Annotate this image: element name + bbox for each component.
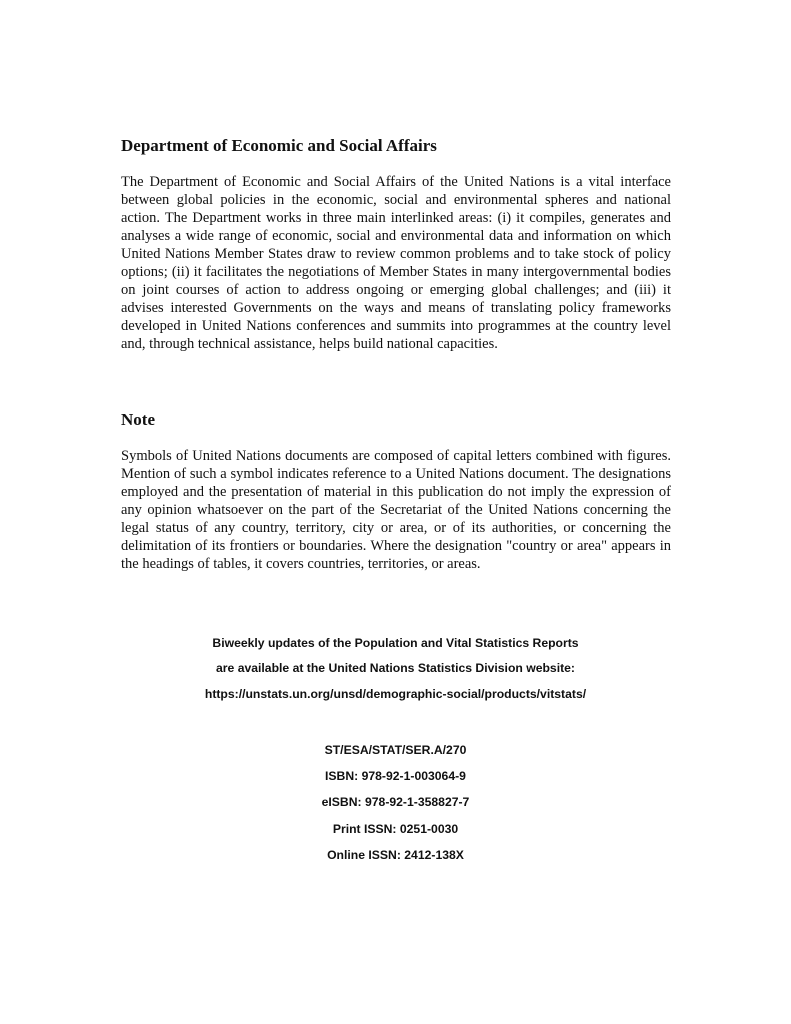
print-issn: Print ISSN: 0251-0030 xyxy=(332,822,459,836)
online-issn: Online ISSN: 2412-138X xyxy=(327,848,464,862)
desa-heading: Department of Economic and Social Affairs xyxy=(121,136,437,155)
desa-paragraph: The Department of Economic and Social Affairs of the United Nations is a vital interface between global policies in the economic, social and environmental spheres and national action. The Department works in three main interlinked areas: (i) it compiles, generates and analyses a wide range of economic, social and environmental data and information on which United Nations Member States draw to review common problems and to take stock of policy options; (ii) it facilitates the negotiations of Member States in many intergovernmental bodies on joint courses of action to address ongoing or emerging global challenges; and (iii) it advises interested Governments on the ways and means of translating policy frameworks developed in United Nations conferences and summits into programmes at the country level and, through technical assistance, helps build national capacities. xyxy=(121,174,671,352)
note-paragraph: Symbols of United Nations documents are composed of capital letters combined with figures. Mention of such a symbol indicates reference to a United Nations document. The designations employed and the presentation of material in this publication do not imply the expression of any opinion whatsoever on the part of the Secretariat of the United Nations concerning the legal status of any country, territory, city or area, or of its authorities, or concerning the delimitation of its frontiers or boundaries. Where the designation "country or area" appears in the headings of tables, it covers countries, territories, or areas. xyxy=(121,448,671,572)
document-symbol: ST/ESA/STAT/SER.A/270 xyxy=(324,743,467,757)
updates-line-2: are available at the United Nations Statistics Division website: xyxy=(216,661,575,675)
isbn: ISBN: 978-92-1-003064-9 xyxy=(325,769,466,783)
eisbn: eISBN: 978-92-1-358827-7 xyxy=(321,795,470,809)
note-heading: Note xyxy=(121,410,155,429)
updates-line-1: Biweekly updates of the Population and Vital Statistics Reports xyxy=(212,636,579,650)
updates-url[interactable]: https://unstats.un.org/unsd/demographic-social/products/vitstats/ xyxy=(204,687,587,701)
